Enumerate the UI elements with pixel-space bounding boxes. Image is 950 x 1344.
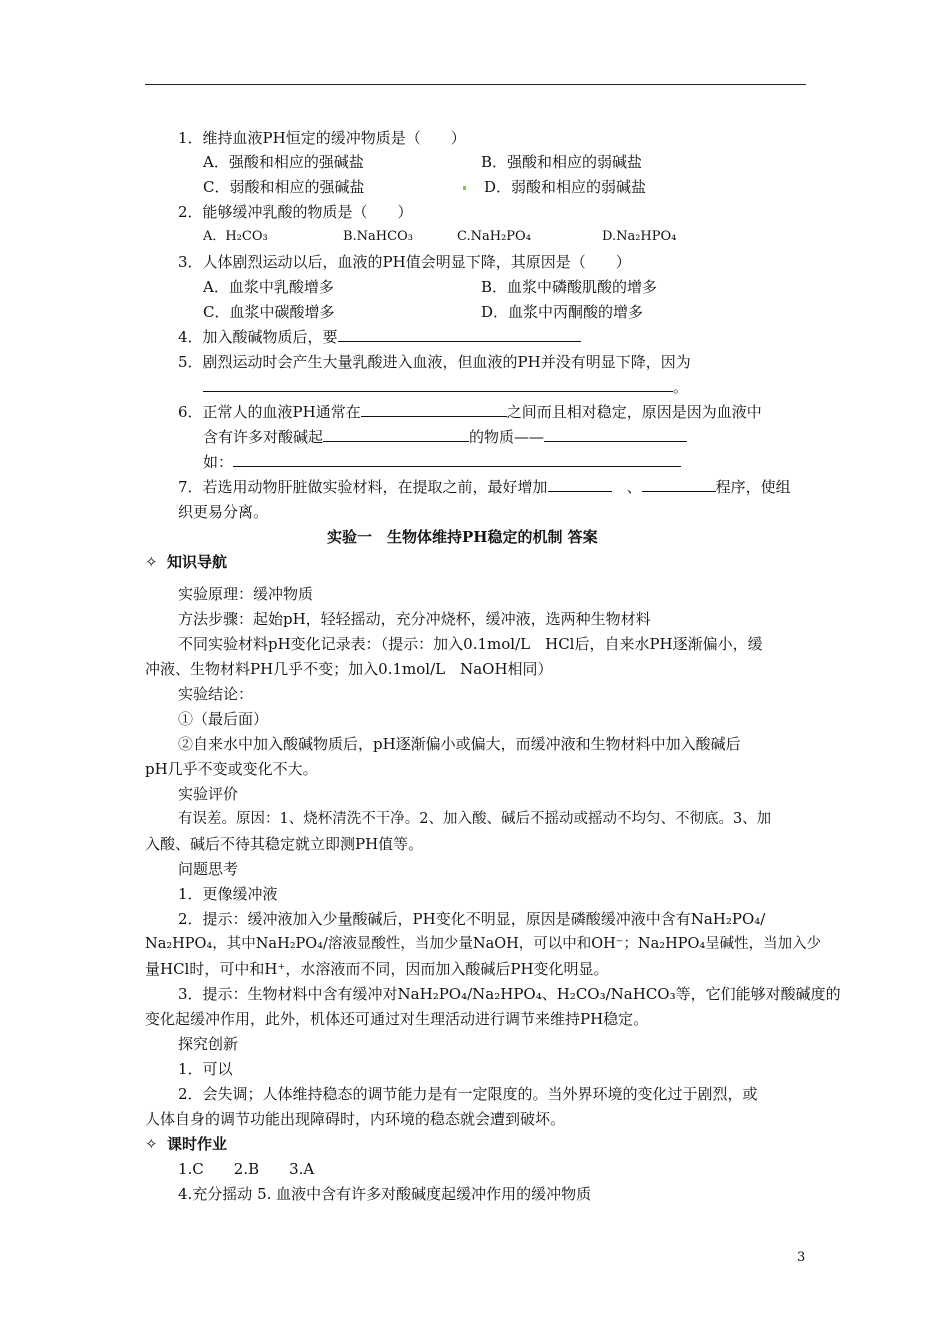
diamond-star-icon: ✧ — [145, 1135, 158, 1153]
answer-line: 1．可以 — [178, 1060, 233, 1078]
answer-line: pH几乎不变或变化不大。 — [145, 760, 318, 778]
answer-line: 方法步骤：起始pH，轻轻摇动，充分冲烧杯，缓冲液，选两种生物材料 — [178, 610, 651, 628]
q1-option-c: C．弱酸和相应的强碱盐 — [203, 178, 365, 196]
q5-blank[interactable] — [203, 377, 673, 392]
answer-line: 冲液、生物材料PH几乎不变；加入0.1mol/L NaOH相同） — [145, 660, 553, 678]
q1-option-d: D．弱酸和相应的弱碱盐 — [484, 178, 647, 196]
answer-line: 2．提示：缓冲液加入少量酸碱后，PH变化不明显，原因是磷酸缓冲液中含有NaH₂PO₄/ — [178, 910, 766, 928]
question-4 — [178, 327, 581, 347]
q7-text-1: 7．若选用动物肝脏做实验材料，在提取之前，最好增加 — [178, 478, 548, 496]
question-6-line-1 — [178, 402, 762, 422]
question-2: 2．能够缓冲乳酸的物质是（ ） — [178, 203, 413, 221]
answer-line: ②自来水中加入酸碱物质后，pH逐渐偏小或偏大，而缓冲液和生物材料中加入酸碱后 — [178, 735, 741, 753]
header-rule — [145, 84, 806, 85]
section-knowledge-nav — [145, 552, 227, 572]
homework-answer-line: 1.C 2.B 3.A — [178, 1160, 315, 1178]
question-5: 5．剧烈运动时会产生大量乳酸进入血液，但血液的PH并没有明显下降，因为 — [178, 353, 691, 371]
answer-line: 2．会失调；人体维持稳态的调节能力是有一定限度的。当外界环境的变化过于剧烈，或 — [178, 1085, 758, 1103]
answer-line: 1．更像缓冲液 — [178, 885, 278, 903]
answer-line: 问题思考 — [178, 860, 239, 878]
q2-option-c: C.NaH₂PO₄ — [457, 229, 531, 244]
answer-line: 变化起缓冲作用，此外，机体还可通过对生理活动进行调节来维持PH稳定。 — [145, 1010, 649, 1028]
q3-option-a: A．血浆中乳酸增多 — [203, 278, 334, 296]
answer-line: 实验结论： — [178, 685, 254, 703]
q6-text-3: 含有许多对酸碱起 — [203, 428, 324, 446]
question-4-text: 4．加入酸碱物质后，要 — [178, 328, 338, 346]
q6-blank-2[interactable] — [323, 427, 469, 442]
question-1: 1．维持血液PH恒定的缓冲物质是（ ） — [178, 129, 466, 147]
question-7-line-1 — [178, 477, 791, 497]
answer-line: 不同实验材料pH变化记录表：（提示：加入0.1mol/L HCl后，自来水PH逐渐偏小，缓 — [178, 635, 763, 653]
q7-text-3: 程序，使组 — [715, 478, 791, 496]
q2-option-d: D.Na₂HPO₄ — [602, 229, 677, 244]
answer-line: Na₂HPO₄，其中NaH₂PO₄/溶液显酸性，当加少量NaOH，可以中和OH⁻；Na₂HPO₄呈碱性，当加入少 — [145, 936, 822, 952]
answer-line: 实验评价 — [178, 785, 239, 803]
q6-text-1: 6．正常人的血液PH通常在 — [178, 403, 361, 421]
q3-option-b: B．血浆中磷酸肌酸的增多 — [481, 278, 658, 296]
q6-text-2: 之间而且相对稳定，原因是因为血液中 — [506, 403, 762, 421]
q4-blank[interactable] — [338, 327, 581, 342]
question-6-line-2 — [203, 427, 687, 447]
q6-blank-1[interactable] — [361, 402, 507, 417]
question-6-line-3 — [203, 452, 681, 472]
answer-line: 人体自身的调节功能出现障碍时，内环境的稳态就会遭到破坏。 — [145, 1110, 566, 1128]
q6-text-4: 的物质—— — [469, 428, 545, 446]
q3-option-d: D．血浆中丙酮酸的增多 — [481, 303, 644, 321]
answer-title: 实验一 生物体维持PH稳定的机制 答案 — [327, 528, 598, 546]
q7-blank-1[interactable] — [548, 477, 612, 492]
page-number: 3 — [797, 1250, 806, 1265]
q6-blank-3[interactable] — [544, 427, 687, 442]
answer-line: 3．提示：生物材料中含有缓冲对NaH₂PO₄/Na₂HPO₄、H₂CO₃/NaHCO₃等，它们能够对酸碱度的 — [178, 985, 841, 1003]
q7-text-2: 、 — [626, 478, 642, 496]
answer-line: 入酸、碱后不待其稳定就立即测PH值等。 — [145, 835, 424, 853]
answer-line: 实验原理：缓冲物质 — [178, 585, 314, 603]
q1-option-b: B．强酸和相应的弱碱盐 — [481, 153, 643, 171]
answer-line: 有误差。原因：1、烧杯清洗不干净。2、加入酸、碱后不摇动或摇动不均匀、不彻底。3、加 — [178, 811, 772, 827]
answer-line: 探究创新 — [178, 1035, 239, 1053]
diamond-star-icon: ✧ — [145, 553, 158, 571]
question-7-line-2: 织更易分离。 — [178, 503, 269, 521]
stray-mark — [463, 186, 466, 190]
q2-option-b: B.NaHCO₃ — [343, 229, 413, 244]
q5-period: 。 — [673, 378, 689, 396]
section-2-title: 课时作业 — [167, 1135, 228, 1153]
answer-line: ①（最后面） — [178, 710, 269, 728]
q1-option-a: A．强酸和相应的强碱盐 — [203, 153, 364, 171]
section-1-title: 知识导航 — [167, 553, 228, 571]
answer-line: 量HCl时，可中和H⁺，水溶液而不同，因而加入酸碱后PH变化明显。 — [145, 960, 609, 978]
section-homework — [145, 1134, 227, 1154]
q6-text-5: 如： — [203, 453, 234, 471]
question-3: 3．人体剧烈运动以后，血液的PH值会明显下降，其原因是（ ） — [178, 253, 631, 271]
q6-blank-4[interactable] — [233, 452, 681, 467]
q3-option-c: C．血浆中碳酸增多 — [203, 303, 335, 321]
q7-blank-2[interactable] — [642, 477, 716, 492]
question-5-answer-line — [203, 377, 688, 397]
q2-option-a: A．H₂CO₃ — [203, 229, 268, 244]
homework-answer-line: 4.充分摇动 5. 血液中含有许多对酸碱度起缓冲作用的缓冲物质 — [178, 1185, 592, 1203]
